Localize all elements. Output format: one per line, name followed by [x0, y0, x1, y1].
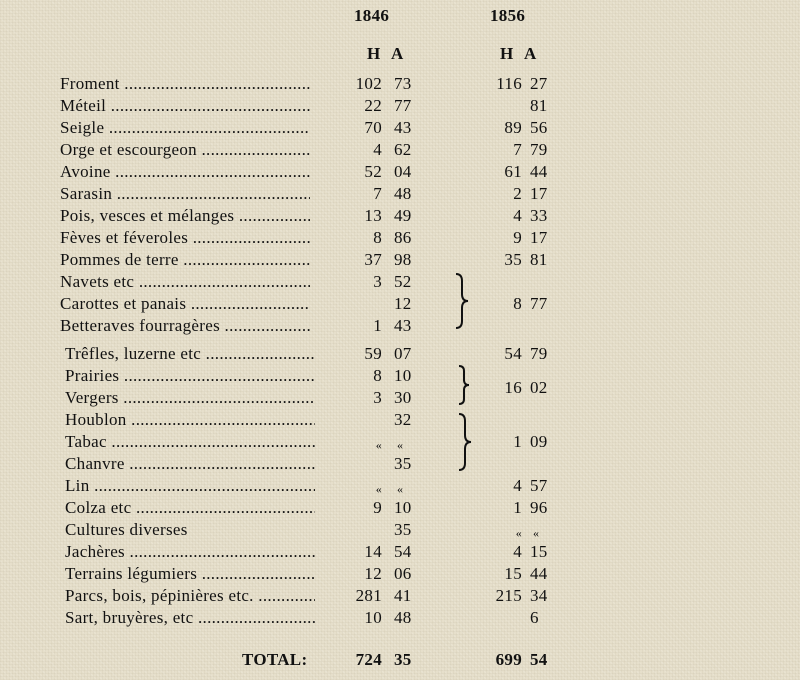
cell-1856-hectares: 54 [504, 344, 522, 363]
cell-1846-ares: 43 [394, 316, 412, 335]
cell-1856-ares: 57 [530, 476, 548, 495]
cell-1856-hectares: 1 [513, 432, 522, 451]
cell-1846-hectares: 37 [364, 250, 382, 269]
cell-1846-ares: 12 [394, 294, 412, 313]
row-label: Seigle ..... [60, 118, 310, 138]
cell-1846-hectares: 22 [364, 96, 382, 115]
row-label: Houblon ..... [65, 410, 315, 430]
cell-1856-hectares: 7 [513, 140, 522, 159]
cell-1856-ares: 81 [530, 96, 548, 115]
row-label: Pommes de terre ..... [60, 250, 310, 270]
row-label: Betteraves fourragères ..... [60, 316, 310, 336]
cell-1846-hectares: 4 [373, 140, 382, 159]
cell-1856-ares: 09 [530, 432, 548, 451]
cell-1846-ares: 73 [394, 74, 412, 93]
total-1846-hectares: 724 [355, 650, 382, 669]
cell-1846-hectares: 7 [373, 184, 382, 203]
cell-1856-ares: 34 [530, 586, 548, 605]
row-label: Chanvre ..... [65, 454, 315, 474]
row-label: Colza etc ..... [65, 498, 315, 518]
hectares-header-1846: H [367, 44, 381, 63]
cell-1846-hectares: « [375, 438, 382, 452]
row-label: Sart, bruyères, etc ..... [65, 608, 315, 628]
cell-1856-ares: 79 [530, 140, 548, 159]
row-label: Pois, vesces et mélanges ..... [60, 206, 310, 226]
cell-1846-hectares: 1 [373, 316, 382, 335]
cell-1856-hectares: 9 [513, 228, 522, 247]
cell-1846-ares: 35 [394, 520, 412, 539]
cell-1846-hectares: 13 [364, 206, 382, 225]
row-label: Avoine ..... [60, 162, 310, 182]
cell-1846-hectares: 12 [364, 564, 382, 583]
cell-1856-ares: 77 [530, 294, 548, 313]
cell-1846-hectares: 10 [364, 608, 382, 627]
cell-1856-ares: 17 [530, 228, 548, 247]
cell-1856-ares: 6 [530, 608, 539, 627]
cell-1846-ares: 48 [394, 184, 412, 203]
cell-1846-ares: 77 [394, 96, 412, 115]
cell-1846-hectares: 70 [364, 118, 382, 137]
cell-1846-hectares: 59 [364, 344, 382, 363]
cell-1856-ares: 96 [530, 498, 548, 517]
cell-1856-ares: 56 [530, 118, 548, 137]
cell-1846-ares: 48 [394, 608, 412, 627]
cell-1846-ares: 62 [394, 140, 412, 159]
row-label: Tabac ..... [65, 432, 315, 452]
cell-1846-ares: 54 [394, 542, 412, 561]
ares-header-1856: A [524, 44, 537, 63]
cell-1856-hectares: 35 [504, 250, 522, 269]
cell-1846-ares: « [397, 438, 404, 452]
row-label: Méteil ..... [60, 96, 310, 116]
prairies-vergers-1856-ares: 02 [530, 378, 548, 397]
row-label: Terrains légumiers ..... [65, 564, 315, 584]
cell-1846-hectares: 9 [373, 498, 382, 517]
prairies-vergers-1856-hectares: 16 [504, 378, 522, 397]
cell-1846-ares: 35 [394, 454, 412, 473]
row-label: Jachères ..... [65, 542, 315, 562]
cell-1846-hectares: 3 [373, 388, 382, 407]
cell-1856-ares: 17 [530, 184, 548, 203]
cell-1856-hectares: 215 [495, 586, 522, 605]
cell-1856-ares: 81 [530, 250, 548, 269]
cell-1846-ares: 86 [394, 228, 412, 247]
total-1856-hectares: 699 [495, 650, 522, 669]
cell-1856-ares: 27 [530, 74, 548, 93]
cell-1846-hectares: 8 [373, 366, 382, 385]
row-label: Parcs, bois, pépinières etc. ..... [65, 586, 315, 606]
cell-1846-hectares: 14 [364, 542, 382, 561]
cell-1846-ares: 43 [394, 118, 412, 137]
cell-1856-hectares: 2 [513, 184, 522, 203]
cell-1846-hectares: 8 [373, 228, 382, 247]
row-label: Orge et escourgeon ..... [60, 140, 310, 160]
cell-1846-ares: 04 [394, 162, 412, 181]
cell-1856-hectares: 61 [504, 162, 522, 181]
cell-1846-ares: 98 [394, 250, 412, 269]
row-label: Vergers ..... [65, 388, 315, 408]
year-header-1846: 1846 [354, 6, 390, 25]
row-label: Trêfles, luzerne etc ..... [65, 344, 315, 364]
cell-1856-hectares: 89 [504, 118, 522, 137]
cell-1846-ares: 49 [394, 206, 412, 225]
cell-1846-hectares: 3 [373, 272, 382, 291]
brace-icon [456, 412, 474, 472]
total-1856-ares: 54 [530, 650, 548, 669]
ares-header-1846: A [391, 44, 404, 63]
brace-icon [452, 272, 472, 330]
cell-1856-hectares: « [515, 526, 522, 540]
cell-1856-ares: 33 [530, 206, 548, 225]
row-label: Lin ..... [65, 476, 315, 496]
total-1846-ares: 35 [394, 650, 412, 669]
cell-1856-ares: 15 [530, 542, 548, 561]
cell-1856-hectares: 4 [513, 476, 522, 495]
year-header-1856: 1856 [490, 6, 526, 25]
cell-1856-hectares: 4 [513, 206, 522, 225]
cell-1856-hectares: 1 [513, 498, 522, 517]
cell-1846-ares: 30 [394, 388, 412, 407]
cell-1856-ares: 44 [530, 162, 548, 181]
cell-1856-ares: 79 [530, 344, 548, 363]
cell-1846-hectares: « [375, 482, 382, 496]
row-label: Prairies ..... [65, 366, 315, 386]
total-label: TOTAL: [242, 650, 308, 669]
cell-1856-hectares: 4 [513, 542, 522, 561]
row-label: Fèves et féveroles ..... [60, 228, 310, 248]
row-label: Navets etc ..... [60, 272, 310, 292]
cell-1846-ares: 10 [394, 498, 412, 517]
brace-icon [456, 364, 472, 406]
hectares-header-1856: H [500, 44, 514, 63]
row-label: Froment ..... [60, 74, 310, 94]
cell-1846-ares: 06 [394, 564, 412, 583]
row-label: Carottes et panais ..... [60, 294, 310, 314]
cell-1856-hectares: 8 [513, 294, 522, 313]
cell-1856-hectares: 116 [496, 74, 522, 93]
cell-1846-hectares: 281 [355, 586, 382, 605]
row-label: Sarasin ..... [60, 184, 310, 204]
cell-1846-ares: 52 [394, 272, 412, 291]
cell-1856-ares: « [533, 526, 540, 540]
cell-1846-hectares: 102 [355, 74, 382, 93]
cell-1846-ares: 41 [394, 586, 412, 605]
cell-1846-hectares: 52 [364, 162, 382, 181]
cell-1846-ares: 10 [394, 366, 412, 385]
cell-1856-hectares: 15 [504, 564, 522, 583]
cell-1846-ares: 32 [394, 410, 412, 429]
cell-1856-ares: 44 [530, 564, 548, 583]
cell-1846-ares: 07 [394, 344, 412, 363]
cell-1846-ares: « [397, 482, 404, 496]
row-label: Cultures diverses [65, 520, 188, 539]
